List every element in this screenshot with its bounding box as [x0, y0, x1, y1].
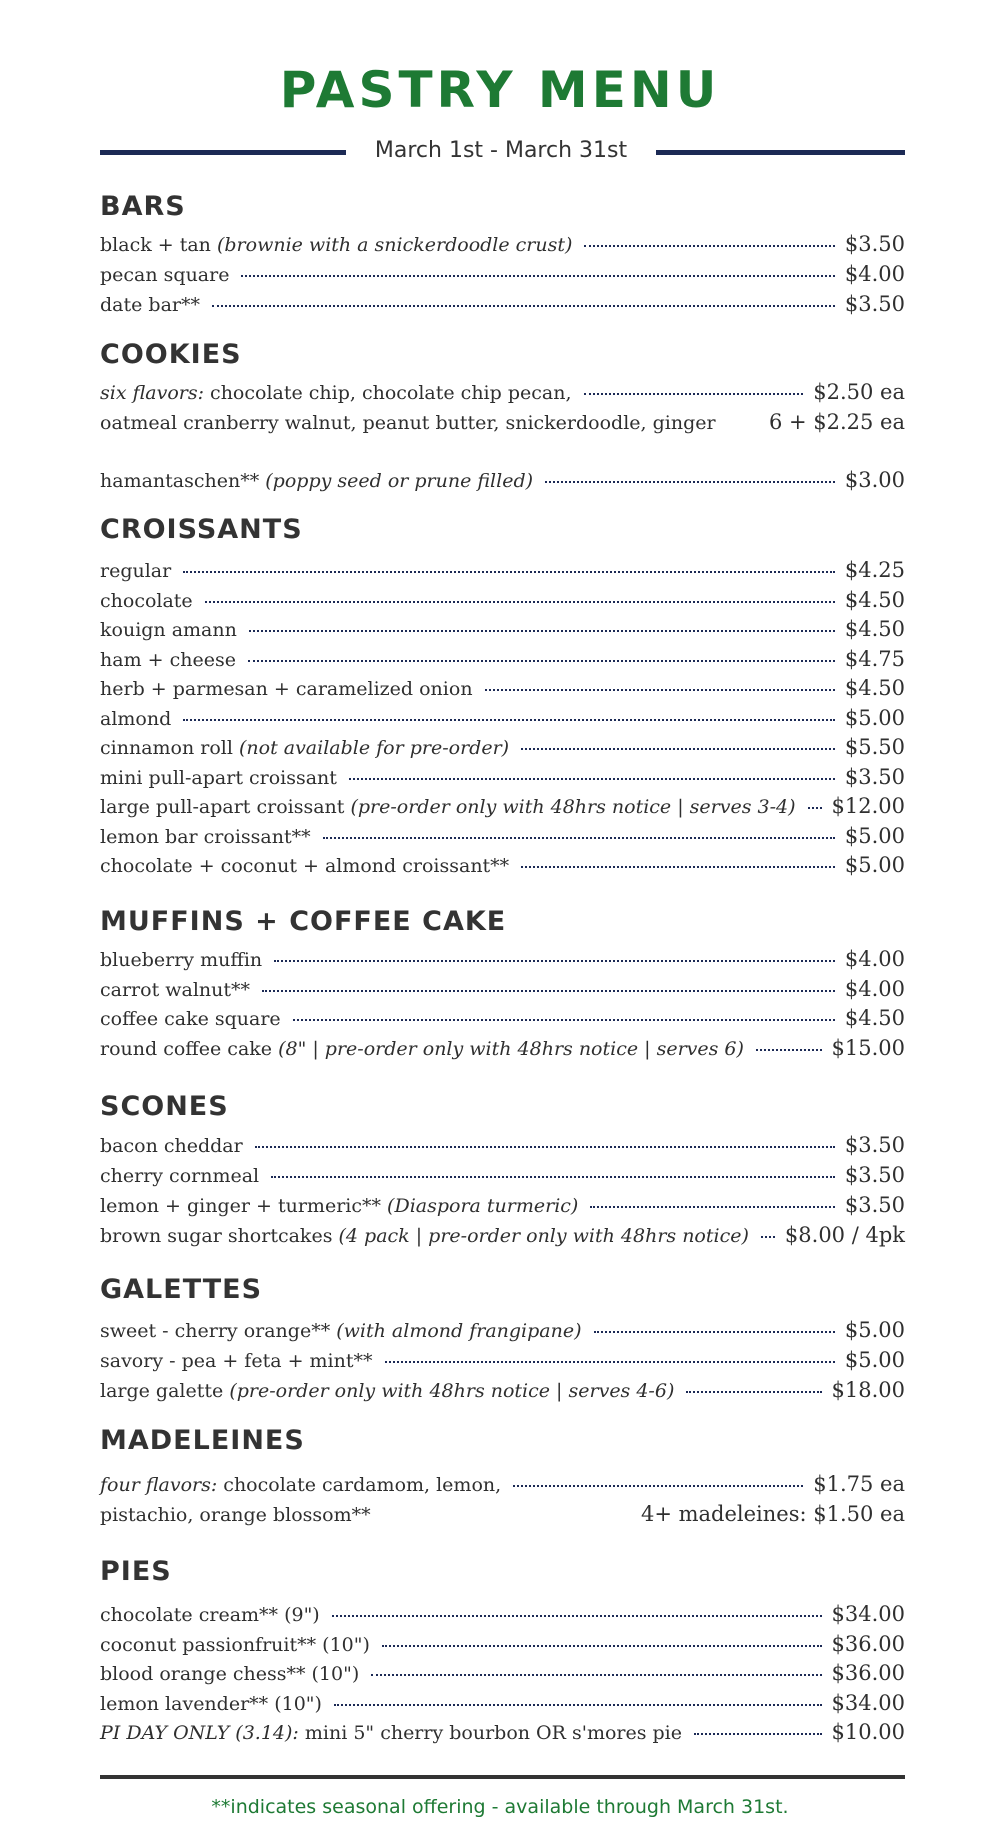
item-price: $4.75: [844, 646, 905, 671]
item-price: $5.00: [844, 705, 905, 730]
item-name: cherry cornmeal: [100, 1165, 260, 1187]
menu-item: [100, 1131, 905, 1159]
leader-dots: [756, 1049, 822, 1051]
leader-dots: [241, 275, 834, 277]
leader-dots: [485, 689, 835, 691]
menu-item: [100, 674, 905, 702]
leader-dots: [521, 866, 835, 868]
menu-item: [100, 1689, 905, 1717]
date-range: March 1st - March 31st: [374, 138, 628, 163]
menu-item: [100, 704, 905, 732]
item-price: $10.00: [831, 1720, 905, 1744]
item-price: $4.00: [844, 262, 905, 286]
item-note: (brownie with a snickerdoodle crust): [216, 234, 573, 256]
leader-dots: [686, 1391, 821, 1393]
cookies-flavors-2: oatmeal cranberry walnut, peanut butter, snickerdoodle, ginger: [100, 412, 716, 434]
menu-item: [100, 1191, 905, 1219]
item-price: $3.50: [844, 1193, 905, 1217]
section-heading-galettes: GALETTES: [100, 1274, 263, 1305]
leader-dots: [332, 1615, 822, 1617]
item-note: (with almond frangipane): [336, 1320, 582, 1342]
menu-item: [100, 1161, 905, 1189]
menu-item: [100, 1034, 905, 1062]
menu-title: PASTRY MENU: [279, 61, 721, 119]
leader-dots: [323, 837, 835, 839]
section-heading-scones: SCONES: [100, 1091, 229, 1122]
menu-item: [100, 586, 905, 614]
item-name: coconut passionfruit** (10"): [100, 1633, 370, 1656]
menu-item: [100, 1316, 905, 1344]
leader-dots: [761, 1236, 775, 1238]
item-price: $5.00: [844, 823, 905, 848]
leader-dots: [371, 1674, 821, 1676]
menu-item: [100, 615, 905, 643]
item-price: $8.00 / 4pk: [784, 1223, 905, 1247]
leader-dots: [590, 1206, 835, 1208]
madeleines-flavors-2: pistachio, orange blossom**: [100, 1504, 371, 1526]
menu-item: [100, 1221, 905, 1249]
menu-item: [100, 1004, 905, 1032]
menu-item: [100, 733, 905, 761]
item-price: $12.00: [831, 794, 905, 818]
item-note: (8" | pre-order only with 48hrs notice | serves 6): [278, 1037, 744, 1060]
leader-dots: [545, 481, 835, 483]
item-price: $18.00: [831, 1378, 905, 1402]
leader-dots: [274, 960, 835, 962]
section-heading-madeleines: MADELEINES: [100, 1425, 305, 1456]
item-name: chocolate + coconut + almond croissant**: [100, 855, 510, 877]
item-name: lemon lavender** (10"): [100, 1692, 322, 1715]
menu-item: [100, 230, 905, 258]
leader-dots: [248, 660, 835, 662]
leader-dots: [349, 778, 835, 780]
item-name: lemon + ginger + turmeric**: [100, 1195, 381, 1217]
bottom-divider: [100, 1775, 905, 1779]
seasonal-footnote: **indicates seasonal offering - available through March 31st.: [211, 1796, 789, 1818]
menu-item: [100, 1346, 905, 1374]
leader-dots: [382, 1645, 822, 1647]
leader-dots: [334, 1704, 822, 1706]
item-name: almond: [100, 707, 172, 730]
leader-dots: [584, 393, 804, 395]
menu-item: [100, 645, 905, 673]
menu-item: [100, 1376, 905, 1404]
madeleines-bulk-price: 4+ madeleines: $1.50 ea: [640, 1502, 905, 1526]
menu-item: [100, 851, 905, 879]
cookies-flavors-row: [100, 378, 905, 406]
leader-dots: [808, 807, 822, 809]
menu-item: [100, 763, 905, 791]
leader-dots: [513, 1485, 803, 1487]
item-name: regular: [100, 560, 172, 582]
cookies-price: $2.50 ea: [813, 380, 905, 404]
item-note: (not available for pre-order): [238, 737, 510, 759]
cookies-flavors-row-2: [100, 408, 905, 436]
menu-item: [100, 260, 905, 288]
cookies-bulk-price: 6 + $2.25 ea: [768, 410, 905, 434]
item-name: chocolate cream** (9"): [100, 1604, 320, 1626]
item-name: date bar**: [100, 294, 200, 316]
item-name: ham + cheese: [100, 648, 236, 671]
item-name: herb + parmesan + caramelized onion: [100, 678, 473, 700]
section-heading-croissants: CROISSANTS: [100, 514, 303, 545]
item-price: $3.50: [844, 1163, 905, 1187]
section-heading-bars: BARS: [100, 191, 186, 222]
item-name: carrot walnut**: [100, 978, 251, 1001]
item-name: pecan square: [100, 264, 230, 286]
item-name: blueberry muffin: [100, 949, 263, 971]
item-name: bacon cheddar: [100, 1135, 243, 1157]
item-name: chocolate: [100, 589, 193, 612]
section-heading-pies: PIES: [100, 1556, 172, 1587]
leader-dots: [255, 1146, 835, 1148]
item-price: $4.50: [844, 587, 905, 612]
item-price: $5.50: [844, 735, 905, 759]
item-note: (4 pack | pre-order only with 48hrs notice): [338, 1225, 749, 1247]
item-name: mini pull-apart croissant: [100, 766, 337, 789]
menu-item: [100, 975, 905, 1003]
item-price: $36.00: [831, 1631, 905, 1656]
item-note: (pre-order only with 48hrs notice | serves 4-6): [229, 1380, 675, 1402]
item-note: (pre-order only with 48hrs notice | serves 3-4): [350, 796, 796, 818]
menu-item: [100, 556, 905, 584]
leader-dots: [183, 719, 835, 721]
item-price: $5.00: [844, 853, 905, 877]
item-name: blood orange chess** (10"): [100, 1663, 360, 1685]
leader-dots: [584, 245, 834, 247]
leader-dots: [271, 1176, 835, 1178]
item-name: lemon bar croissant**: [100, 825, 311, 848]
madeleines-flavors-row: [100, 1470, 905, 1498]
item-price: $34.00: [831, 1690, 905, 1715]
leader-dots: [385, 1361, 835, 1363]
item-price: $5.00: [844, 1318, 905, 1342]
item-price: $4.00: [844, 947, 905, 971]
menu-item: [100, 1600, 905, 1628]
leader-dots: [594, 1331, 835, 1333]
leader-dots: [262, 990, 835, 992]
item-price: $4.50: [844, 617, 905, 641]
item-name: black + tan: [100, 234, 211, 256]
divider-right: [656, 150, 905, 155]
item-price: $5.00: [844, 1348, 905, 1372]
menu-item: [100, 822, 905, 850]
divider-left: [100, 150, 346, 155]
item-name: kouign amann: [100, 619, 237, 641]
section-heading-muffins: MUFFINS + COFFEE CAKE: [100, 906, 507, 937]
leader-dots: [205, 601, 835, 603]
leader-dots: [212, 305, 835, 307]
madeleines-flavors-row-2: [100, 1500, 905, 1528]
item-price: $4.50: [844, 676, 905, 700]
item-name: brown sugar shortcakes: [100, 1225, 333, 1247]
item-name: cinnamon roll: [100, 737, 233, 759]
item-price: $4.00: [844, 976, 905, 1001]
item-price: $4.50: [844, 1006, 905, 1030]
section-heading-cookies: COOKIES: [100, 339, 242, 370]
item-note: (Diaspora turmeric): [387, 1195, 579, 1217]
item-price: $3.00: [844, 468, 905, 492]
menu-item-hamantaschen: hamantaschen** (poppy seed or prune filled) $3.00: [100, 468, 905, 492]
item-name: coffee cake square: [100, 1008, 281, 1030]
item-name: savory - pea + feta + mint**: [100, 1350, 373, 1372]
menu-item: [100, 290, 905, 318]
item-price: $3.50: [844, 292, 905, 316]
date-banner: [100, 136, 905, 166]
item-price: $15.00: [831, 1035, 905, 1060]
menu-item: [100, 945, 905, 973]
menu-item-pi-day: PI DAY ONLY (3.14): mini 5" cherry bourbon OR s'mores pie $10.00: [100, 1720, 905, 1744]
cookies-flavors: six flavors: chocolate chip, chocolate chip pecan,: [100, 382, 572, 404]
item-name: large galette: [100, 1380, 224, 1402]
madeleines-flavors: four flavors: chocolate cardamom, lemon,: [100, 1474, 502, 1496]
leader-dots: [249, 630, 835, 632]
item-price: $36.00: [831, 1661, 905, 1685]
leader-dots: [521, 748, 835, 750]
item-price: $3.50: [844, 1133, 905, 1157]
leader-dots: [694, 1733, 822, 1735]
item-name: round coffee cake: [100, 1037, 273, 1060]
leader-dots: [183, 571, 835, 573]
item-name: sweet - cherry orange**: [100, 1320, 331, 1342]
menu-item: [100, 1630, 905, 1658]
madeleines-price: $1.75 ea: [813, 1472, 905, 1496]
item-price: $4.25: [844, 558, 905, 582]
menu-item: [100, 792, 905, 820]
item-name: large pull-apart croissant: [100, 796, 345, 818]
item-price: $3.50: [844, 232, 905, 256]
leader-dots: [293, 1019, 835, 1021]
menu-item: [100, 1659, 905, 1687]
item-price: $3.50: [844, 764, 905, 789]
item-price: $34.00: [831, 1602, 905, 1626]
